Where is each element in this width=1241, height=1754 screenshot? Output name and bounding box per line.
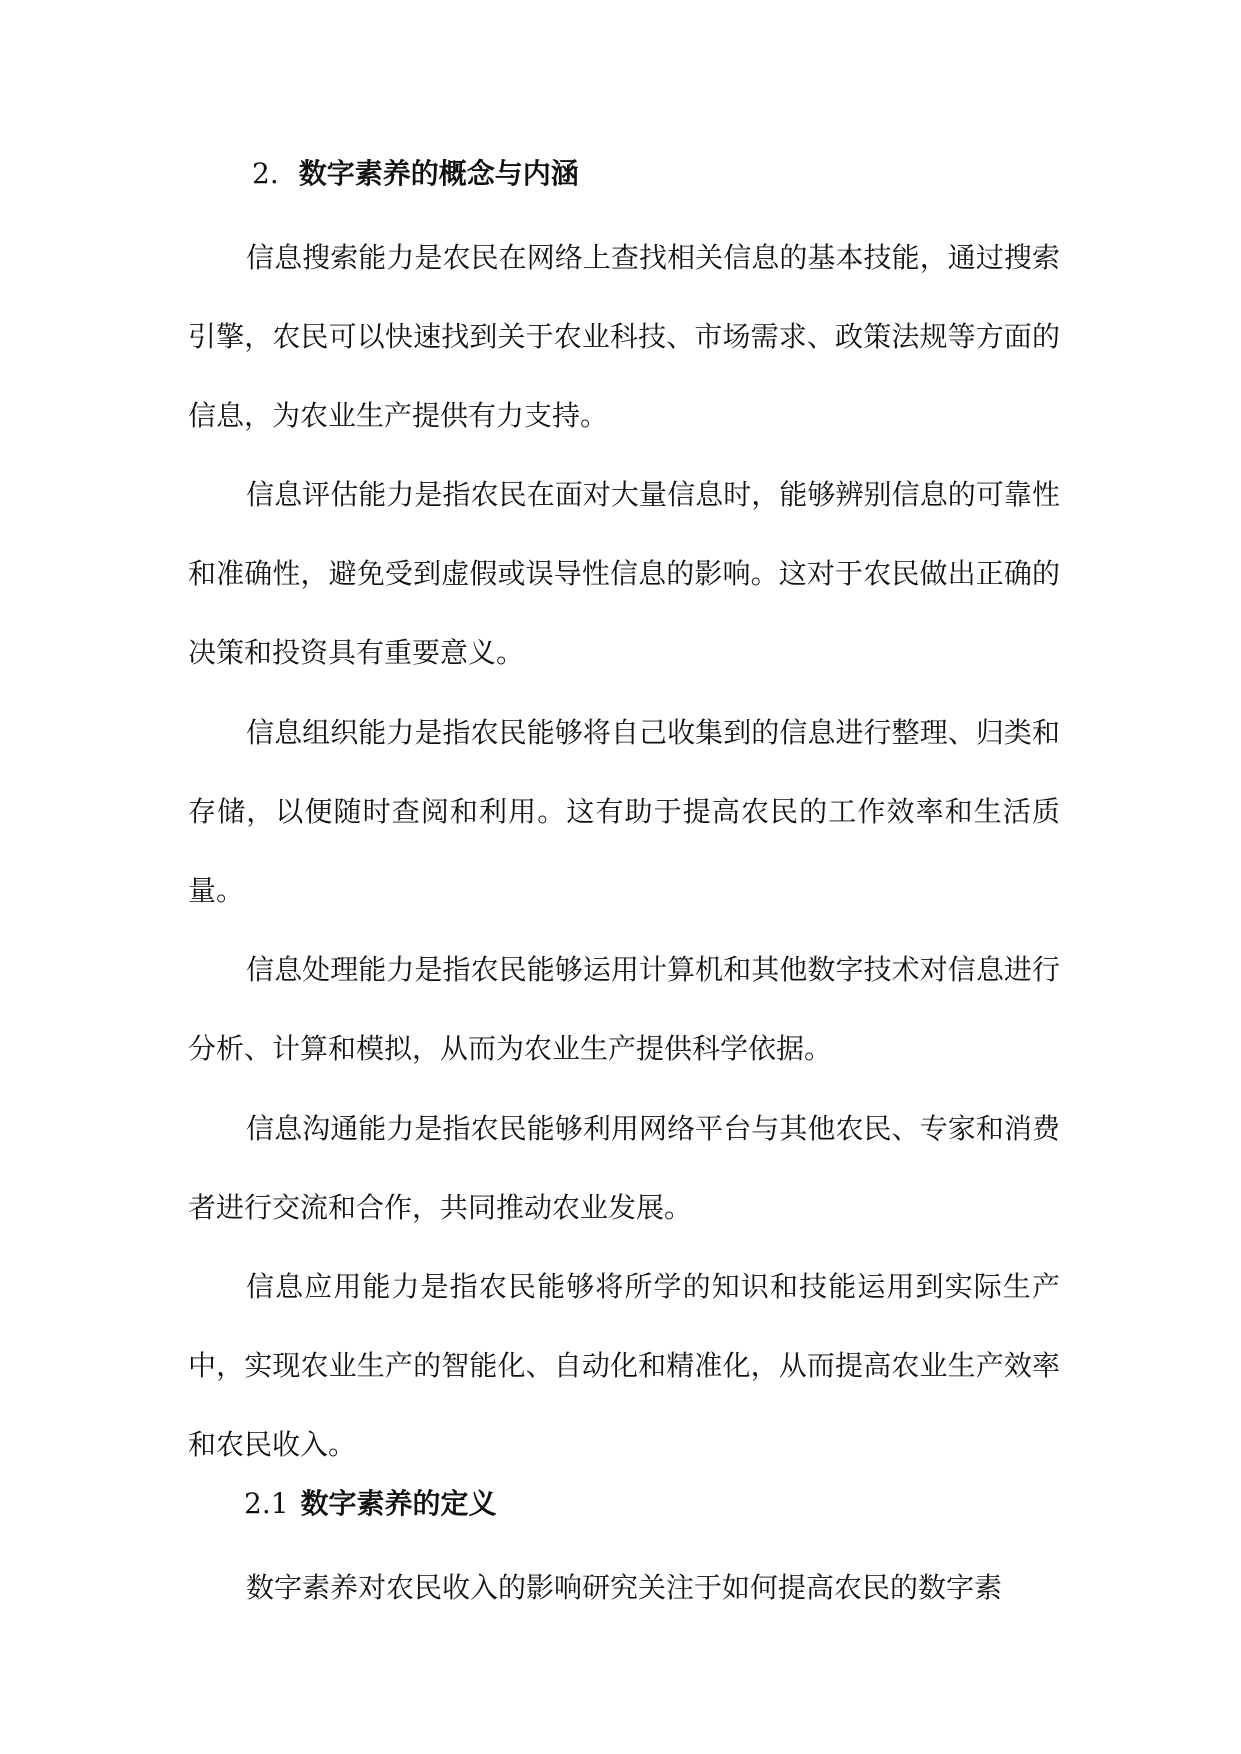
paragraph-information-organization: 信息组织能力是指农民能够将自己收集到的信息进行整理、归类和存储，以便随时查阅和利用。这有助于提高农民的工作效率和生活质量。 [188,716,1060,907]
subsection-title: 数字素养的定义 [300,1487,497,1520]
paragraph-digital-literacy-definition: 数字素养对农民收入的影响研究关注于如何提高农民的数字素 [246,1571,1003,1604]
paragraph-information-search: 信息搜索能力是农民在网络上查找相关信息的基本技能，通过搜索引擎，农民可以快速找到关于农业科技、市场需求、政策法规等方面的信息，为农业生产提供有力支持。 [188,241,1060,432]
paragraph-information-application: 信息应用能力是指农民能够将所学的知识和技能运用到实际生产中，实现农业生产的智能化、自动化和精准化，从而提高农业生产效率和农民收入。 [188,1270,1060,1461]
paragraph-information-communication: 信息沟通能力是指农民能够利用网络平台与其他农民、专家和消费者进行交流和合作，共同推动农业发展。 [188,1112,1060,1224]
section-title: 数字素养的概念与内涵 [298,157,579,190]
section-number: 2. [252,157,279,190]
subsection-number: 2.1 [244,1487,289,1520]
paragraph-information-evaluation: 信息评估能力是指农民在面对大量信息时，能够辨别信息的可靠性和准确性，避免受到虚假或误导性信息的影响。这对于农民做出正确的决策和投资具有重要意义。 [188,478,1060,669]
paragraph-information-processing: 信息处理能力是指农民能够运用计算机和其他数字技术对信息进行分析、计算和模拟，从而为农业生产提供科学依据。 [188,953,1060,1065]
section-heading [252,156,579,192]
subsection-heading [244,1486,497,1522]
